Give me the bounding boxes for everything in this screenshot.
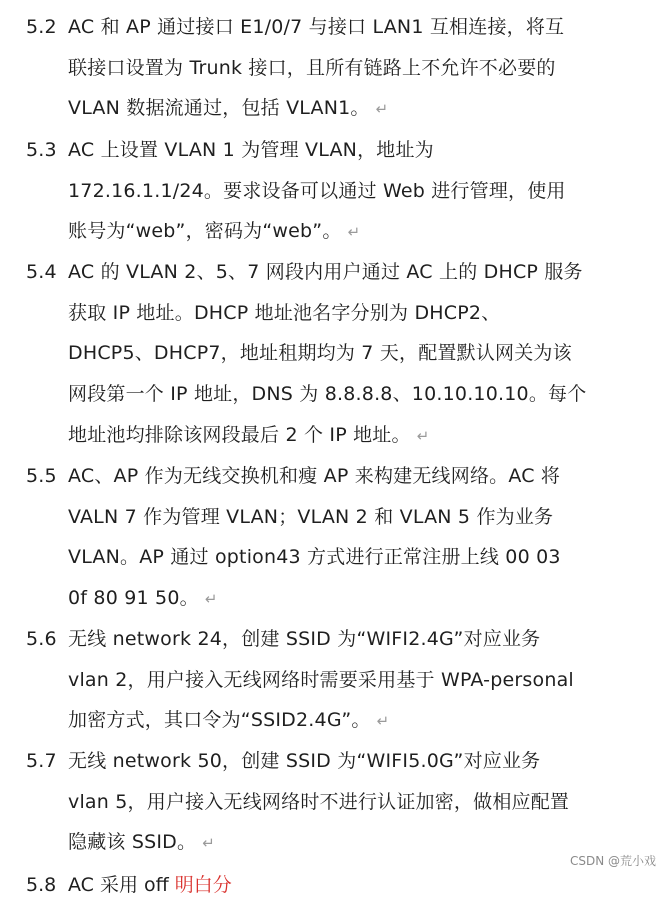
item-line: 172.16.1.1/24。要求设备可以通过 Web 进行管理，使用: [68, 180, 566, 202]
item-line: 地址池均排除该网段最后 2 个 IP 地址。 ↵: [68, 424, 430, 446]
list-item-5-8-partial: [26, 862, 586, 896]
watermark: CSDN @荒小戏: [569, 854, 656, 868]
item-line: 隐藏该 SSID。 ↵: [68, 831, 215, 853]
paragraph-mark-icon: ↵: [416, 427, 430, 445]
item-line: 联接口设置为 Trunk 接口，且所有链路上不允许不必要的: [68, 57, 556, 79]
item-number: 5.5: [26, 465, 57, 487]
item-line: AC 和 AP 通过接口 E1/0/7 与接口 LAN1 互相连接，将互: [68, 16, 565, 38]
paragraph-mark-icon: ↵: [376, 712, 390, 730]
item-number: 5.8: [26, 874, 57, 896]
item-number: 5.2: [26, 16, 57, 38]
item-line: VALN 7 作为管理 VLAN；VLAN 2 和 VLAN 5 作为业务: [68, 506, 554, 528]
paragraph-mark-icon: ↵: [204, 590, 218, 608]
item-line: 无线 network 24，创建 SSID 为“WIFI2.4G”对应业务: [68, 628, 541, 650]
item-line: AC 的 VLAN 2、5、7 网段内用户通过 AC 上的 DHCP 服务: [68, 261, 583, 283]
paragraph-mark-icon: ↵: [375, 100, 389, 118]
item-number: 5.7: [26, 750, 57, 772]
item-line: vlan 2，用户接入无线网络时需要采用基于 WPA-personal: [68, 669, 574, 691]
item-line: VLAN。AP 通过 option43 方式进行正常注册上线 00 03: [68, 546, 561, 568]
item-number: 5.4: [26, 261, 57, 283]
item-line: 无线 network 50，创建 SSID 为“WIFI5.0G”对应业务: [68, 750, 541, 772]
item-line: VLAN 数据流通过，包括 VLAN1。 ↵: [68, 97, 389, 119]
paragraph-mark-icon: ↵: [347, 223, 361, 241]
item-line: 0f 80 91 50。 ↵: [68, 587, 218, 609]
paragraph-mark-icon: ↵: [202, 834, 215, 852]
item-line: AC 上设置 VLAN 1 为管理 VLAN，地址为: [68, 139, 434, 161]
item-number: 5.6: [26, 628, 57, 650]
item-line: 账号为“web”，密码为“web”。 ↵: [68, 220, 361, 242]
item-line: 加密方式，其口令为“SSID2.4G”。 ↵: [68, 709, 390, 731]
item-line: 网段第一个 IP 地址，DNS 为 8.8.8.8、10.10.10.10。每个: [68, 383, 587, 405]
highlighted-text: 明白分: [174, 874, 232, 896]
item-line: vlan 5，用户接入无线网络时不进行认证加密，做相应配置: [68, 791, 570, 813]
item-line: AC 采用 off 明白分: [68, 874, 232, 896]
item-line: 获取 IP 地址。DHCP 地址池名字分别为 DHCP2、: [68, 302, 501, 324]
item-line: DHCP5、DHCP7，地址租期均为 7 天，配置默认网关为该: [68, 342, 572, 364]
item-line: AC、AP 作为无线交换机和瘦 AP 来构建无线网络。AC 将: [68, 465, 561, 487]
item-number: 5.3: [26, 139, 57, 161]
